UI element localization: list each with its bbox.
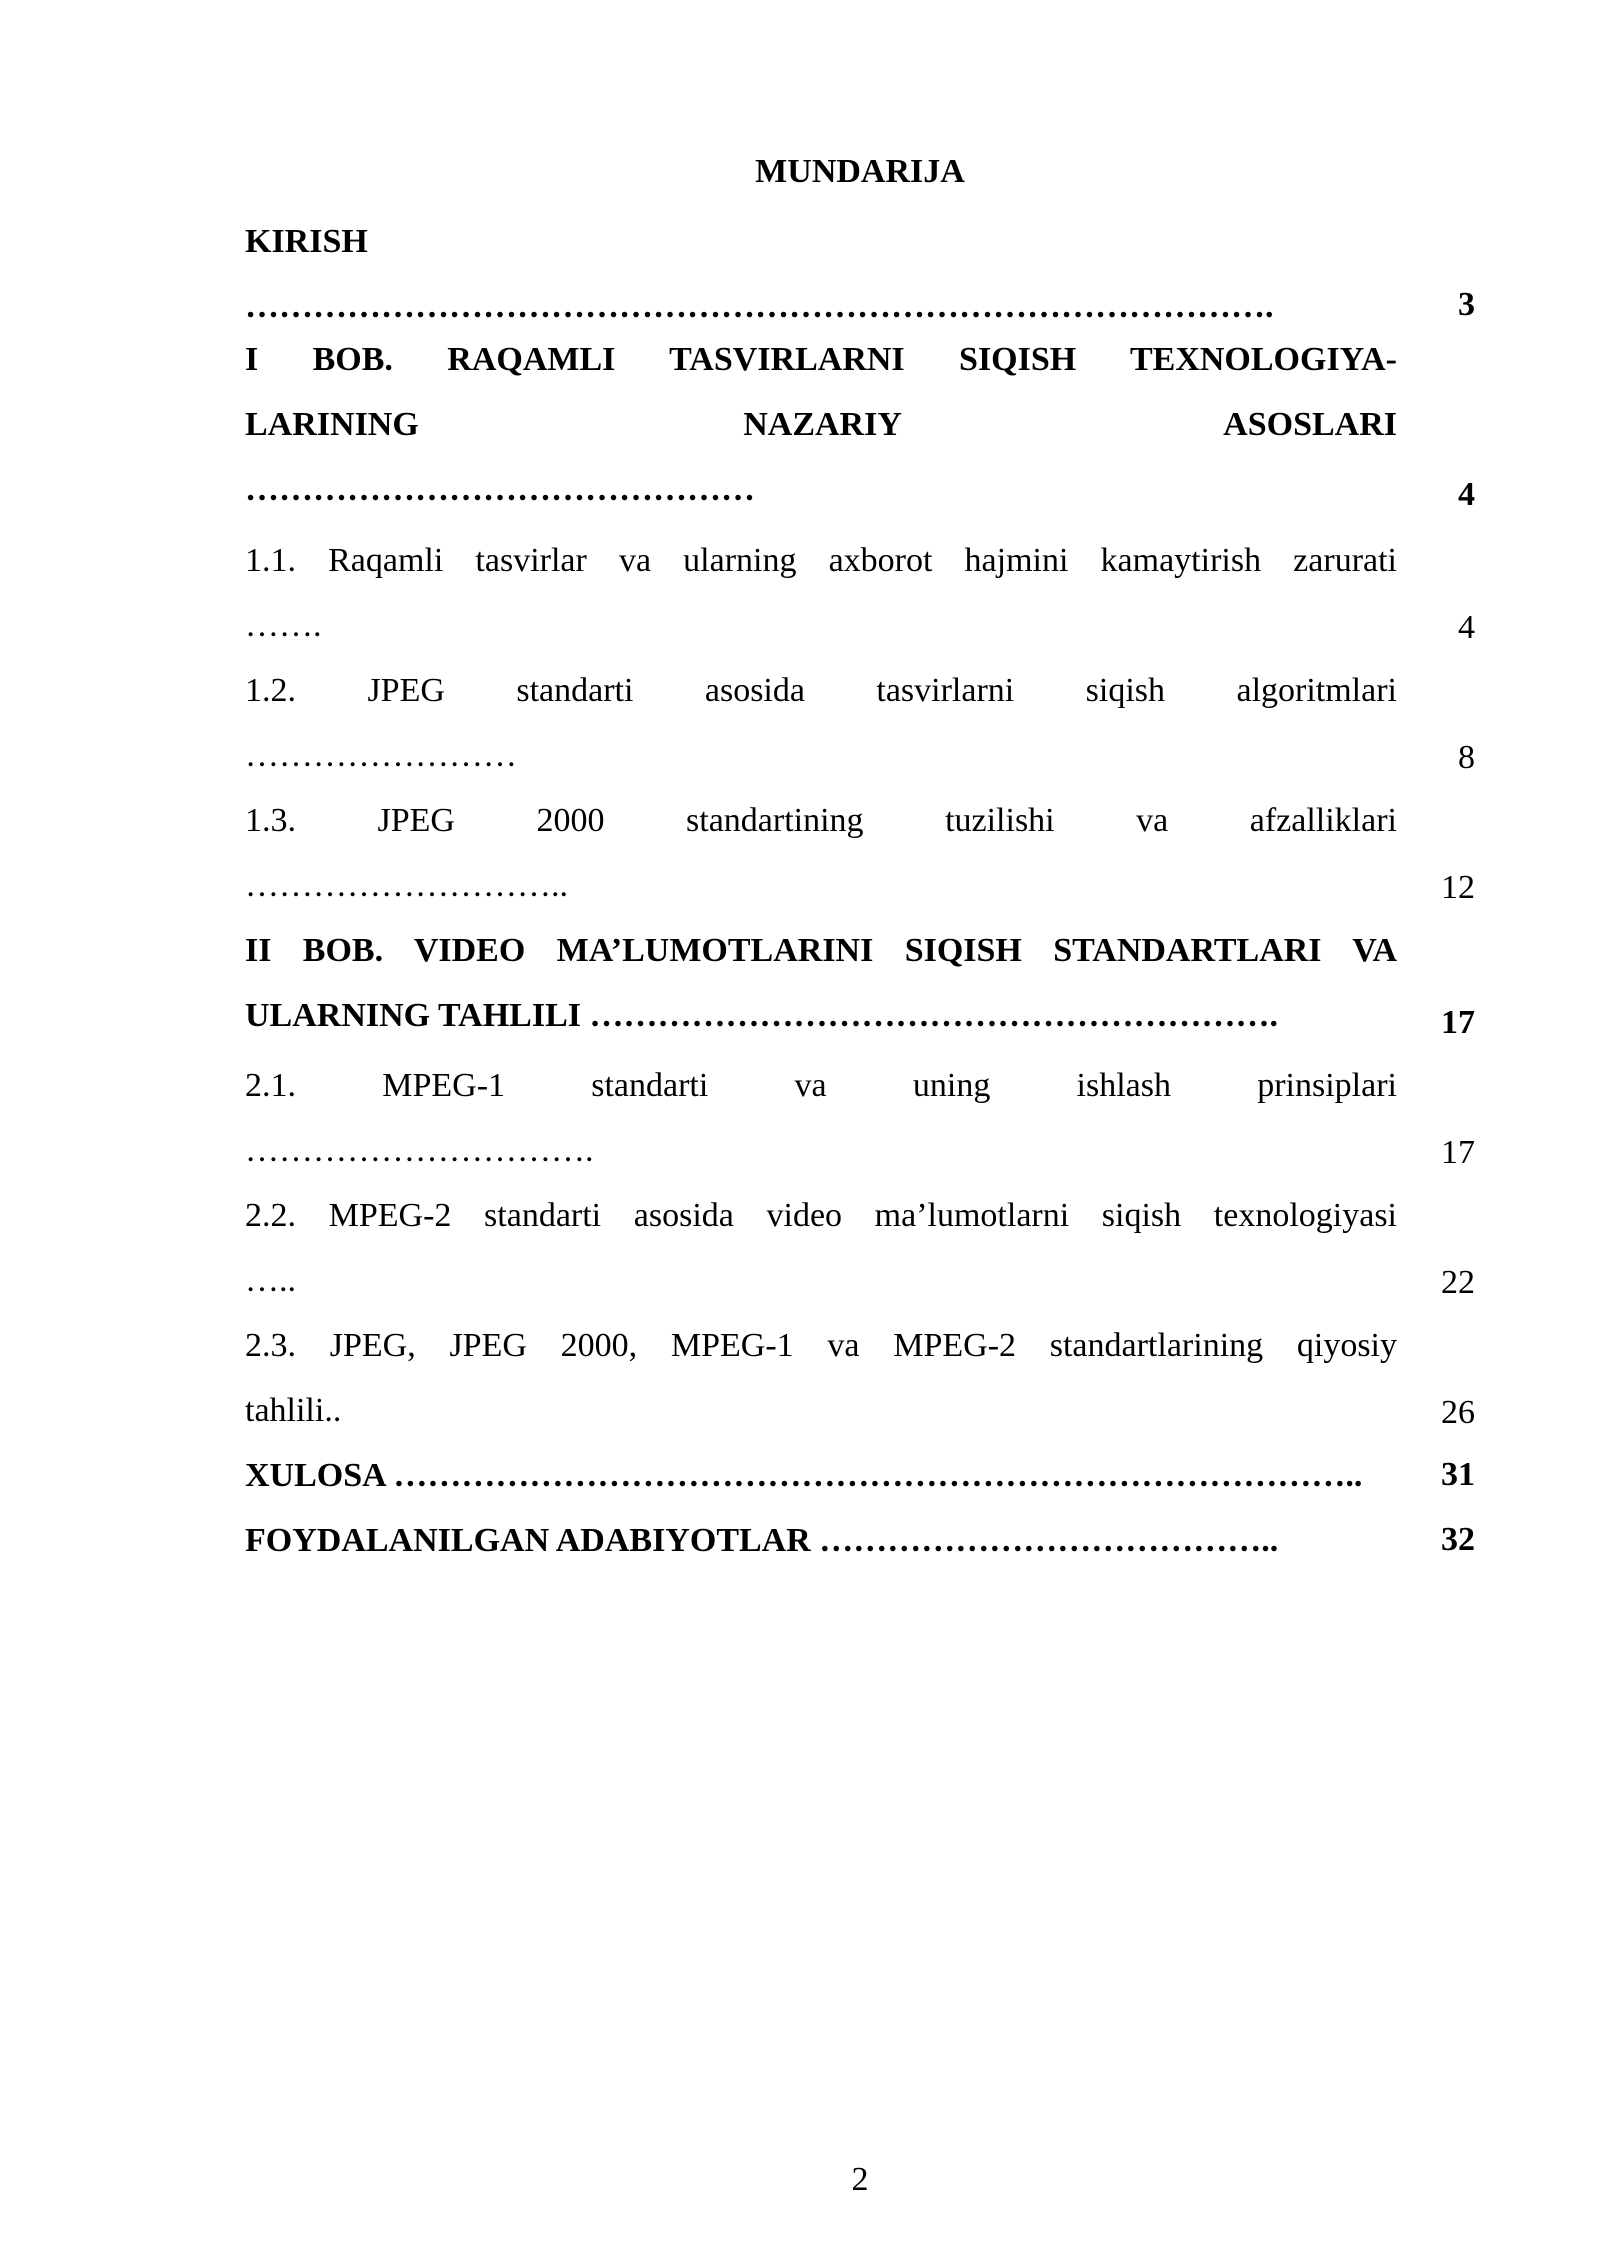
toc-entry-section-1-2 (245, 658, 1475, 788)
toc-entry-leader: …………………… (245, 737, 517, 774)
toc-entry-page: 32 (1441, 1521, 1475, 1558)
toc-entry-leader: ……………………….. (245, 867, 568, 904)
toc-title: MUNDARIJA (755, 153, 965, 190)
toc-entry-leader: ……. (245, 607, 322, 644)
toc-entry-line: II BOB. VIDEO MA’LUMOTLARINI SIQISH STANDARTLARI VA (245, 932, 1397, 969)
toc-entry-chapter-1 (245, 327, 1475, 522)
toc-entry-section-1-1 (245, 528, 1475, 658)
toc-entry-line: 1.3. JPEG 2000 standartining tuzilishi va afzalliklari (245, 802, 1397, 839)
toc-entry-page: 3 (1458, 286, 1475, 323)
toc-entry-leader: ….. (245, 1262, 296, 1299)
toc-entry-text (245, 1443, 1397, 1508)
toc-entry-section-1-3 (245, 788, 1475, 918)
toc-entry-line: tahlili.. (245, 1392, 342, 1429)
toc-entry-line: 1.1. Raqamli tasvirlar va ularning axborot hajmini kamaytirish zarurati (245, 542, 1397, 579)
toc-entry-leader: ……………………………………… (245, 471, 755, 508)
toc-entry-page: 17 (1441, 1004, 1475, 1041)
toc-entry-text (245, 1508, 1397, 1573)
toc-entry-page: 12 (1441, 869, 1475, 906)
toc-entry-line: 2.2. MPEG-2 standarti asosida video ma’lumotlarni siqish texnologiyasi (245, 1197, 1397, 1234)
toc-entry-section-2-3 (245, 1313, 1475, 1443)
toc-entry-page: 4 (1458, 476, 1475, 513)
toc-entry-text (245, 788, 1397, 918)
toc-entry-leader: …………………………. (245, 1132, 594, 1169)
toc-entry-page: 4 (1458, 609, 1475, 646)
page-number: 2 (851, 2161, 869, 2198)
toc-entry-conclusion (245, 1443, 1475, 1508)
toc-entry-text (245, 658, 1397, 788)
toc-entry-line: XULOSA ………………………………………………………………………….. (245, 1457, 1363, 1494)
toc-entry-kirish (245, 209, 1475, 339)
toc-entry-page: 22 (1441, 1264, 1475, 1301)
toc-entry-page: 31 (1441, 1456, 1475, 1493)
toc-entry-line: 1.2. JPEG standarti asosida tasvirlarni siqish algoritmlari (245, 672, 1397, 709)
toc-entry-line: I BOB. RAQAMLI TASVIRLARNI SIQISH TEXNOLOGIYA- (245, 341, 1397, 378)
toc-entry-text (245, 918, 1397, 1048)
toc-entry-line: KIRISH (245, 223, 368, 260)
toc-entry-text (245, 528, 1397, 658)
toc-entry-text (245, 209, 1397, 339)
toc-entry-text (245, 1183, 1397, 1313)
toc-entry-line: LARINING NAZARIY ASOSLARI (245, 406, 1397, 443)
toc-entry-page: 26 (1441, 1394, 1475, 1431)
toc-entry-line: 2.3. JPEG, JPEG 2000, MPEG-1 va MPEG-2 standartlarining qiyosiy (245, 1327, 1397, 1364)
toc-entry-text (245, 1313, 1397, 1443)
toc-entry-section-2-1 (245, 1053, 1475, 1183)
toc-entry-leader: ………………………………………………………………………………. (245, 288, 1274, 325)
toc-entry-line: FOYDALANILGAN ADABIYOTLAR ………………………………….. (245, 1522, 1279, 1559)
toc-entry-line: ULARNING TAHLILI ……………………………………………………. (245, 997, 1278, 1034)
toc-entry-page: 8 (1458, 739, 1475, 776)
toc-entry-text (245, 1053, 1397, 1183)
toc-entry-section-2-2 (245, 1183, 1475, 1313)
toc-entry-references (245, 1508, 1475, 1573)
toc-entry-chapter-2 (245, 918, 1475, 1048)
toc-entry-page: 17 (1441, 1134, 1475, 1171)
toc-entry-line: 2.1. MPEG-1 standarti va uning ishlash prinsiplari (245, 1067, 1397, 1104)
toc-entry-text (245, 327, 1397, 522)
